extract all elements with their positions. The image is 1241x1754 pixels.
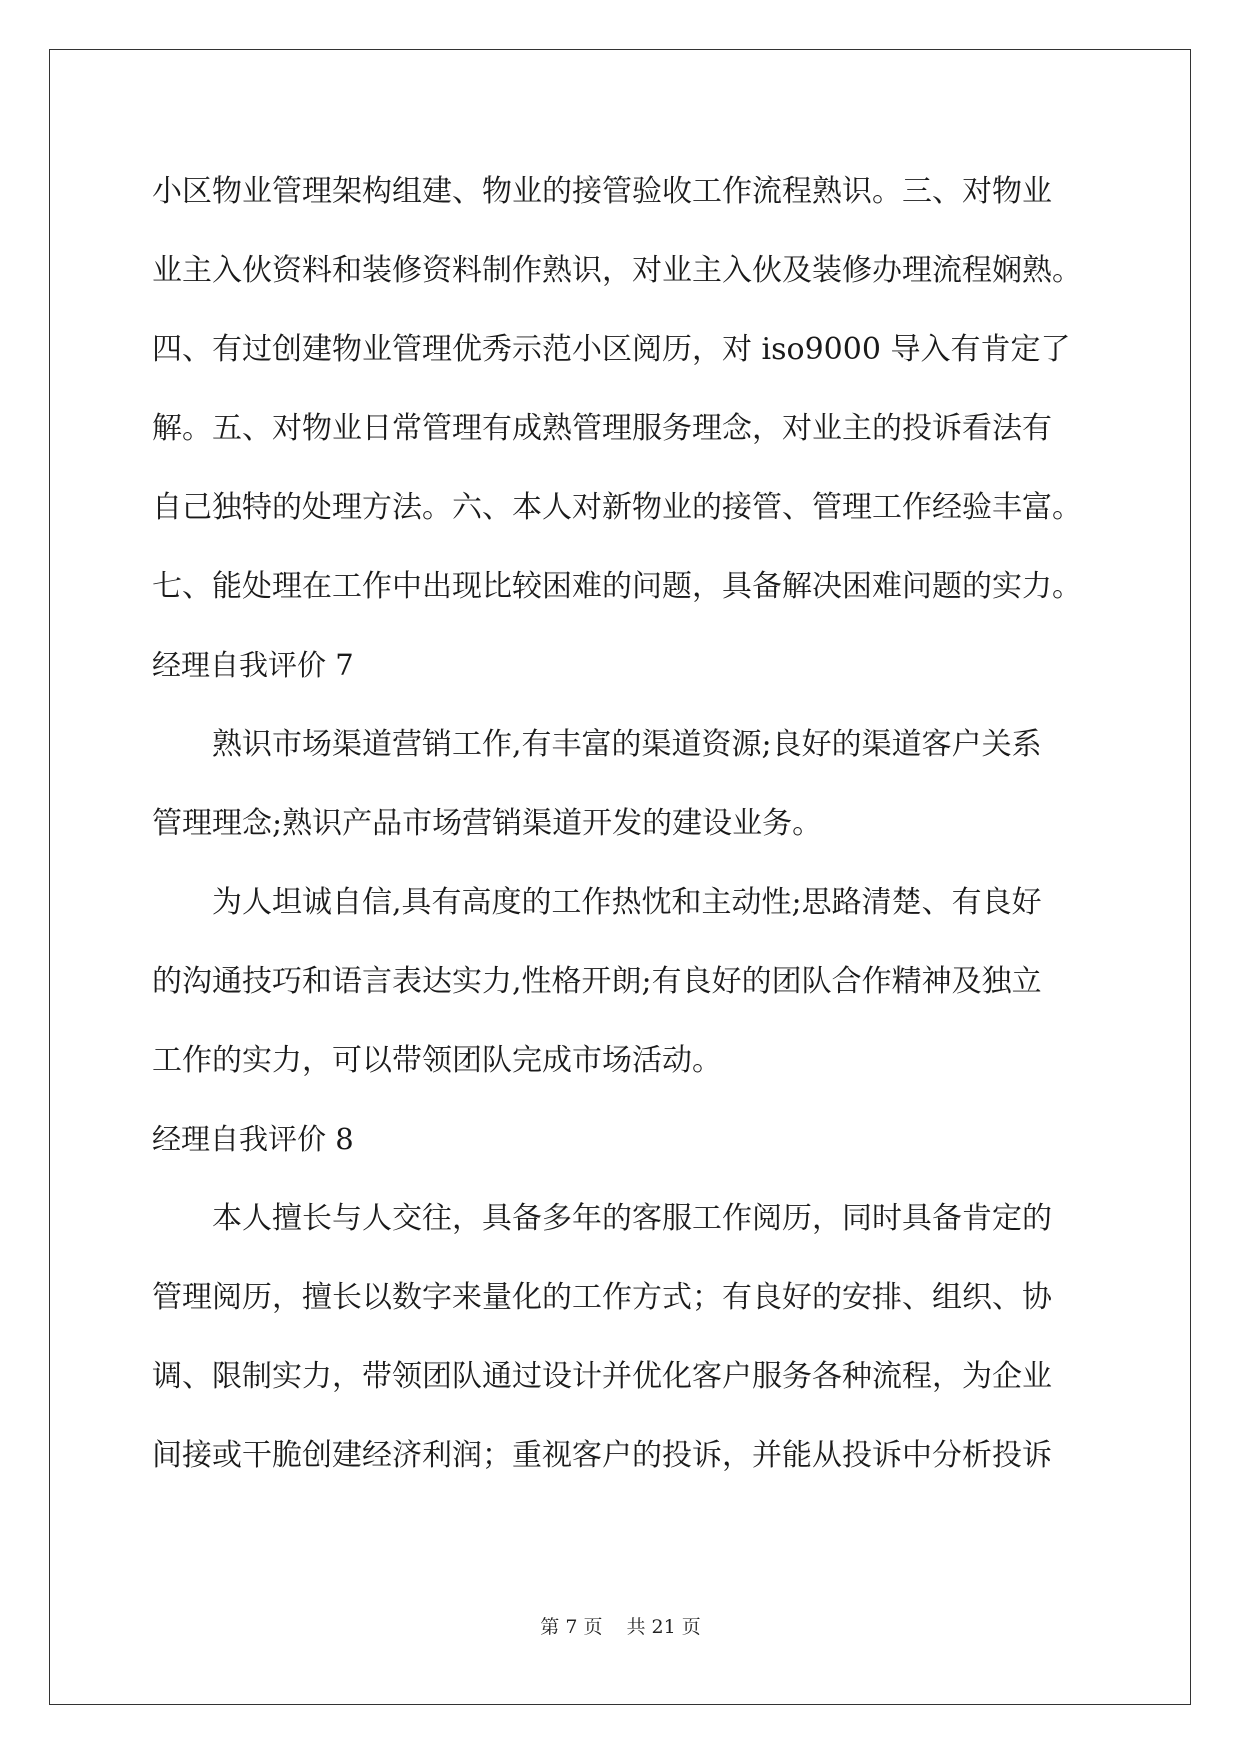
body-line: 间接或干脆创建经济利润；重视客户的投诉，并能从投诉中分析投诉 bbox=[152, 1438, 1052, 1473]
body-line: 业主入伙资料和装修资料制作熟识，对业主入伙及装修办理流程娴熟。 bbox=[152, 253, 1082, 288]
body-line: 管理阅历，擅长以数字来量化的工作方式；有良好的安排、组织、协 bbox=[152, 1280, 1052, 1315]
section-heading: 经理自我评价 8 bbox=[152, 1122, 354, 1156]
body-line: 自己独特的处理方法。六、本人对新物业的接管、管理工作经验丰富。 bbox=[152, 490, 1082, 525]
body-line: 的沟通技巧和语言表达实力,性格开朗;有良好的团队合作精神及独立 bbox=[152, 964, 1042, 999]
body-line: 小区物业管理架构组建、物业的接管验收工作流程熟识。三、对物业 bbox=[152, 174, 1052, 209]
body-line: 七、能处理在工作中出现比较困难的问题，具备解决困难问题的实力。 bbox=[152, 569, 1082, 604]
paragraph-first-line: 熟识市场渠道营销工作,有丰富的渠道资源;良好的渠道客户关系 bbox=[212, 727, 1042, 762]
body-line: 调、限制实力，带领团队通过设计并优化客户服务各种流程，为企业 bbox=[152, 1359, 1052, 1394]
paragraph-first-line: 为人坦诚自信,具有高度的工作热忱和主动性;思路清楚、有良好 bbox=[212, 885, 1042, 920]
page-number-current: 第 7 页 bbox=[540, 1616, 603, 1638]
paragraph-first-line: 本人擅长与人交往，具备多年的客服工作阅历，同时具备肯定的 bbox=[212, 1201, 1052, 1236]
body-line: 工作的实力，可以带领团队完成市场活动。 bbox=[152, 1043, 722, 1078]
document-body bbox=[152, 152, 1092, 1495]
section-heading: 经理自我评价 7 bbox=[152, 648, 354, 682]
body-line: 四、有过创建物业管理优秀示范小区阅历，对 iso9000 导入有肯定了 bbox=[152, 332, 1071, 367]
body-line: 管理理念;熟识产品市场营销渠道开发的建设业务。 bbox=[152, 806, 823, 841]
page-number-total: 共 21 页 bbox=[626, 1616, 701, 1638]
body-line: 解。五、对物业日常管理有成熟管理服务理念，对业主的投诉看法有 bbox=[152, 411, 1052, 446]
page-footer bbox=[0, 1615, 1241, 1639]
